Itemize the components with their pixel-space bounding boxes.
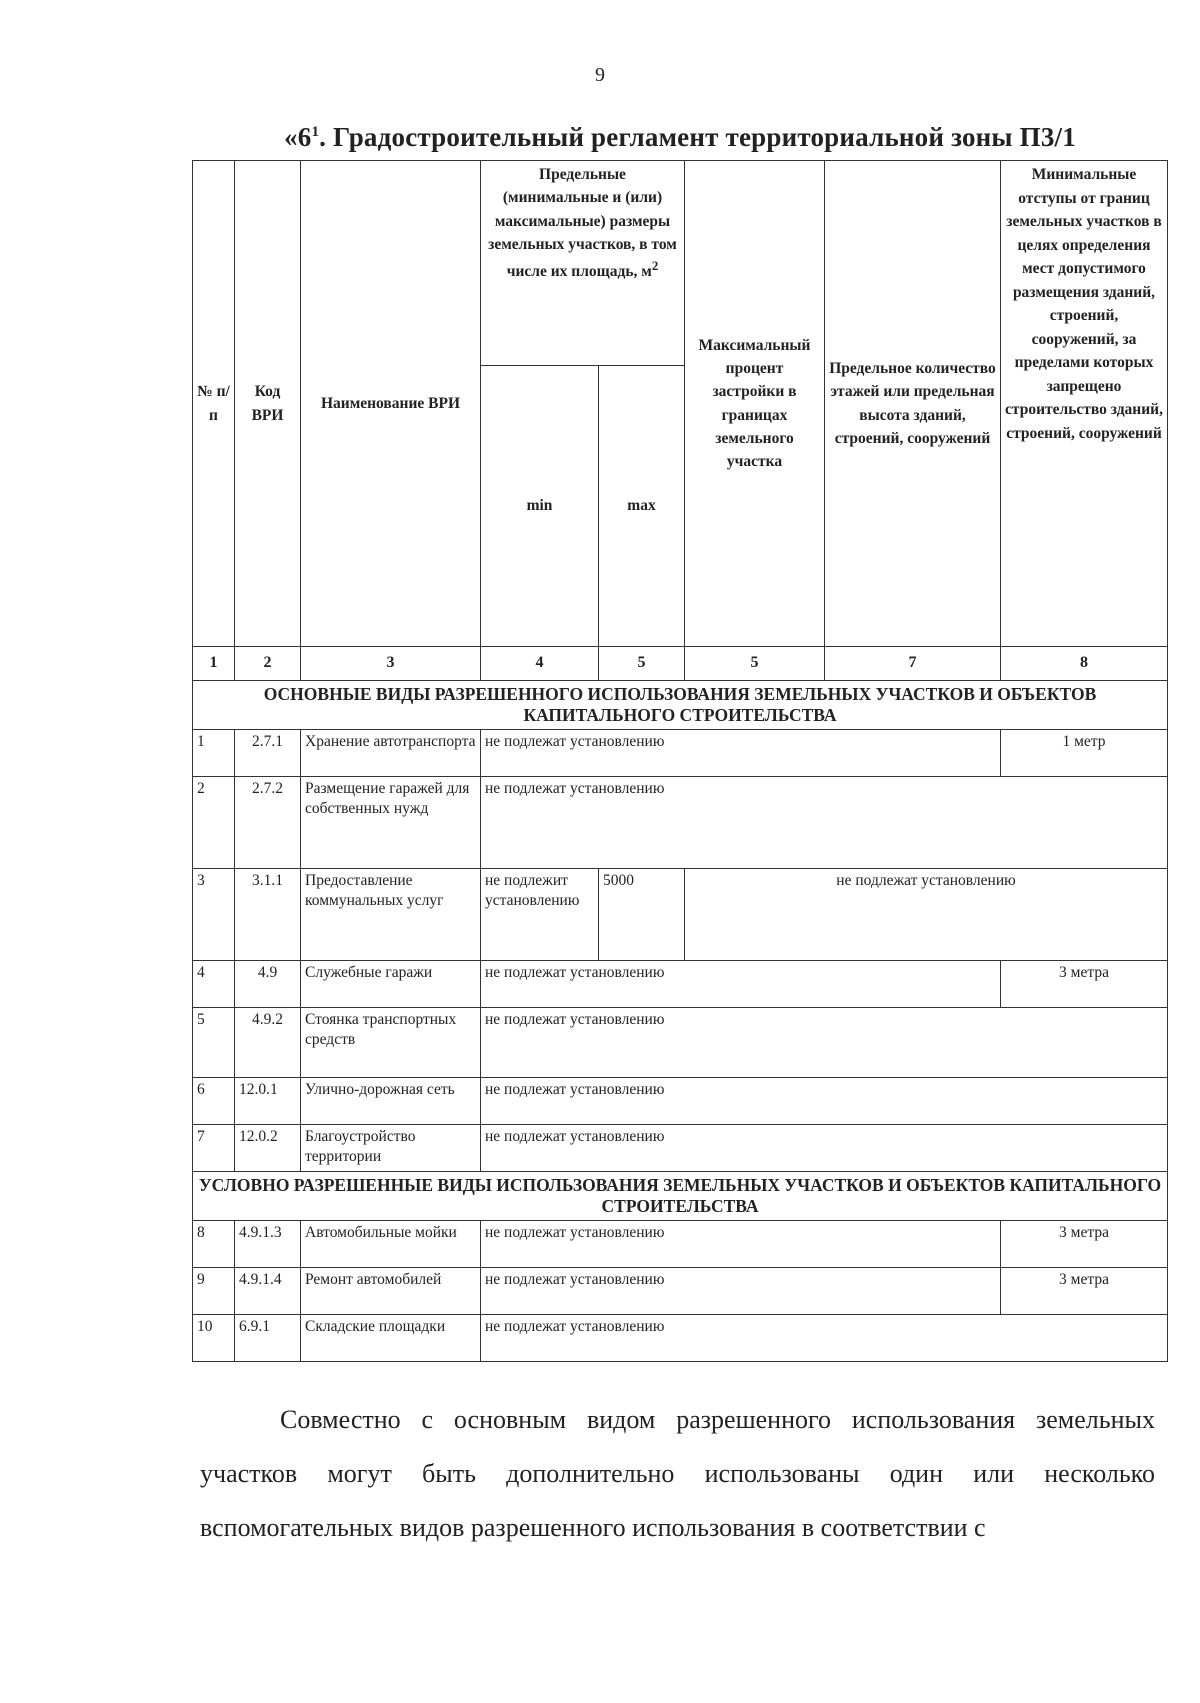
row-number: 5 [193, 1008, 235, 1078]
document-title [230, 122, 1130, 153]
row-name: Складские площадки [301, 1315, 481, 1362]
body-paragraph: Совместно с основным видом разрешенного использования земельных участков могут быть дополнительно использованы один или несколько вспомогательных видов разрешенного использования в соответствии с [200, 1405, 1155, 1542]
row-offset: 1 метр [1001, 730, 1168, 777]
table-row [193, 1315, 1168, 1362]
section-heading-conditional: УСЛОВНО РАЗРЕШЕННЫЕ ВИДЫ ИСПОЛЬЗОВАНИЯ ЗЕМЕЛЬНЫХ УЧАСТКОВ И ОБЪЕКТОВ КАПИТАЛЬНОГО СТРОИТЕЛЬСТВА [193, 1172, 1168, 1221]
title-text: . Градостроительный регламент территориальной зоны П3/1 [319, 122, 1076, 152]
header-sizes [481, 161, 685, 366]
row-code: 2.7.1 [235, 730, 301, 777]
column-number: 3 [301, 647, 481, 681]
column-number: 4 [481, 647, 599, 681]
row-code: 2.7.2 [235, 777, 301, 869]
header-num: № п/ п [193, 161, 235, 647]
row-code: 4.9 [235, 961, 301, 1008]
row-code: 4.9.1.4 [235, 1268, 301, 1315]
row-number: 7 [193, 1125, 235, 1172]
row-max: 5000 [599, 869, 685, 961]
row-value: не подлежат установлению [481, 1268, 1001, 1315]
header-percent: Максимальный процент застройки в границах земельного участка [685, 161, 825, 647]
header-row [193, 161, 1168, 366]
row-value: не подлежат установлению [481, 777, 1168, 869]
row-name: Хранение автотранспорта [301, 730, 481, 777]
table-row [193, 1078, 1168, 1125]
row-name: Стоянка транспортных средств [301, 1008, 481, 1078]
row-name: Автомобильные мойки [301, 1221, 481, 1268]
row-offset: 3 метра [1001, 1268, 1168, 1315]
row-code: 12.0.1 [235, 1078, 301, 1125]
header-sizes-text: Предельные (минимальные и (или) максимальные) размеры земельных участков, в том числе их площадь, м [488, 166, 677, 281]
row-value: не подлежат установлению [481, 730, 1001, 777]
page-number: 9 [595, 64, 605, 86]
row-name: Ремонт автомобилей [301, 1268, 481, 1315]
row-number: 4 [193, 961, 235, 1008]
row-number: 8 [193, 1221, 235, 1268]
header-offsets: Минимальные отступы от границ земельных участков в целях определения мест допустимого размещения зданий, строений, сооружений, за пределами которых запрещено строительство зданий, строений, сооружений [1001, 161, 1168, 647]
row-name: Размещение гаражей для собственных нужд [301, 777, 481, 869]
section-row-conditional [193, 1172, 1168, 1221]
row-value: не подлежат установлению [481, 1221, 1001, 1268]
row-name: Предоставление коммунальных услуг [301, 869, 481, 961]
row-value: не подлежат установлению [685, 869, 1168, 961]
row-code: 4.9.2 [235, 1008, 301, 1078]
header-name: Наименование ВРИ [301, 161, 481, 647]
row-value: не подлежат установлению [481, 1315, 1168, 1362]
table-row [193, 1125, 1168, 1172]
table-row [193, 869, 1168, 961]
row-min: не подлежит установлению [481, 869, 599, 961]
row-offset: 3 метра [1001, 961, 1168, 1008]
column-number-row [193, 647, 1168, 681]
row-code: 12.0.2 [235, 1125, 301, 1172]
title-superscript: 1 [311, 124, 320, 140]
row-value: не подлежат установлению [481, 1008, 1168, 1078]
row-number: 1 [193, 730, 235, 777]
table-row [193, 1221, 1168, 1268]
row-code: 4.9.1.3 [235, 1221, 301, 1268]
header-max: max [599, 366, 685, 647]
column-number: 8 [1001, 647, 1168, 681]
row-code: 6.9.1 [235, 1315, 301, 1362]
section-heading-main: ОСНОВНЫЕ ВИДЫ РАЗРЕШЕННОГО ИСПОЛЬЗОВАНИЯ ЗЕМЕЛЬНЫХ УЧАСТКОВ И ОБЪЕКТОВ КАПИТАЛЬНОГО СТРОИТЕЛЬСТВА [193, 681, 1168, 730]
header-min: min [481, 366, 599, 647]
row-code: 3.1.1 [235, 869, 301, 961]
row-number: 9 [193, 1268, 235, 1315]
row-value: не подлежат установлению [481, 1125, 1168, 1172]
row-name: Благоустройство территории [301, 1125, 481, 1172]
section-row-main [193, 681, 1168, 730]
table-row [193, 730, 1168, 777]
row-name: Служебные гаражи [301, 961, 481, 1008]
header-sizes-sup: 2 [651, 258, 659, 273]
table-row [193, 777, 1168, 869]
title-prefix: «6 [284, 122, 312, 152]
regulation-table [192, 160, 1168, 1362]
column-number: 5 [685, 647, 825, 681]
column-number: 7 [825, 647, 1001, 681]
column-number: 2 [235, 647, 301, 681]
row-value: не подлежат установлению [481, 1078, 1168, 1125]
column-number: 5 [599, 647, 685, 681]
row-number: 2 [193, 777, 235, 869]
table-row [193, 1268, 1168, 1315]
header-code: Код ВРИ [235, 161, 301, 647]
column-number: 1 [193, 647, 235, 681]
row-number: 3 [193, 869, 235, 961]
header-floors: Предельное количество этажей или предельная высота зданий, строений, сооружений [825, 161, 1001, 647]
row-value: не подлежат установлению [481, 961, 1001, 1008]
table-row [193, 961, 1168, 1008]
row-number: 10 [193, 1315, 235, 1362]
row-offset: 3 метра [1001, 1221, 1168, 1268]
table-row [193, 1008, 1168, 1078]
row-name: Улично-дорожная сеть [301, 1078, 481, 1125]
row-number: 6 [193, 1078, 235, 1125]
